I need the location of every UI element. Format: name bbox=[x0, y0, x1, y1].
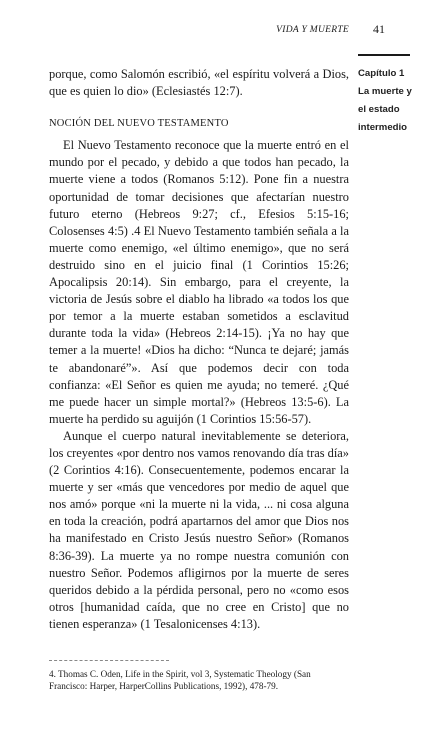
page-number: 41 bbox=[373, 22, 385, 36]
section-heading: NOCIÓN DEL NUEVO TESTAMENTO bbox=[49, 118, 229, 130]
sidebar-line-title-3: intermedio bbox=[358, 122, 408, 133]
paragraph-2: Aunque el cuerpo natural inevitablemente se deteriora, los creyentes «por dentro nos vamos renovando día tras día» (2 Corintios 4:16). Consecuentemente, podemos encarar la muerte y ser «más que vencedores por medio de aquel que nos amó» porque «ni la muerte ni la vida, ... ni cosa alguna en toda la creación, podrá apartarnos del amor que Dios nos ha manifestado en Cristo Jesús nuestro Señor» (Romanos 8:36-39). La muerte ya no rompe nuestra comunión con nuestro Señor. Podemos afligirnos por la muerte de seres queridos debido a la pérdida personal, pero no «como esos otros [humanidad caída, que no cree en Cristo] que no tienen esperanza» (1 Tesalonicenses 4:13). bbox=[49, 428, 349, 631]
paragraph-1: El Nuevo Testamento reconoce que la muerte entró en el mundo por el pecado, y debido a que todos han pecado, la muerte viene a todos (Romanos 5:12). Pone fin a nuestra oportunidad de tomar decisiones que afectarían nuestro futuro eterno (Hebreos 9:27; cf., Efesios 5:15-16; Colosenses 4:5) .4 El Nuevo Testamento también señala a la muerte como enemigo, «el último enemigo», que no será destruido sino en el juicio final (1 Corintios 15:26; Apocalipsis 20:14). Sin embargo, para el creyente, la victoria de Jesús sobre el diablo ha librado «a todos los que por temor a la muerte estaban sometidos a esclavitud durante toda la vida» (Hebreos 2:14-15). ¡Ya no hay que temer a la muerte! «Dios ha dicho: “Nunca te dejaré; jamás te abandonaré”». Así que podemos decir con toda confianza: «El Señor es quien me ayuda; no temeré. ¿Qué me puede hacer un simple mortal?» (Hebreos 13:5-6). La muerte ha perdido su aguijón (1 Corintios 15:56-57). bbox=[49, 138, 349, 426]
sidebar-line-title-2: el estado bbox=[358, 104, 400, 115]
sidebar-line-chapter: Capítulo 1 bbox=[358, 68, 405, 79]
opening-paragraph: porque, como Salomón escribió, «el espíritu volverá a Dios, que es quien lo dio» (Eclesiastés 12:7). bbox=[49, 67, 349, 99]
sidebar-rule bbox=[358, 54, 410, 56]
footnote: 4. Thomas C. Oden, Life in the Spirit, vol 3, Systematic Theology (San Francisco: Harper, HarperCollins Publications, 1992), 478-79. bbox=[49, 669, 311, 691]
main-text bbox=[49, 66, 349, 633]
page-header bbox=[0, 20, 437, 40]
chapter-sidebar bbox=[358, 65, 418, 137]
running-head: VIDA Y MUERTE bbox=[276, 25, 349, 35]
footnote-rule bbox=[49, 660, 169, 661]
sidebar-line-title-1: La muerte y bbox=[358, 86, 412, 97]
